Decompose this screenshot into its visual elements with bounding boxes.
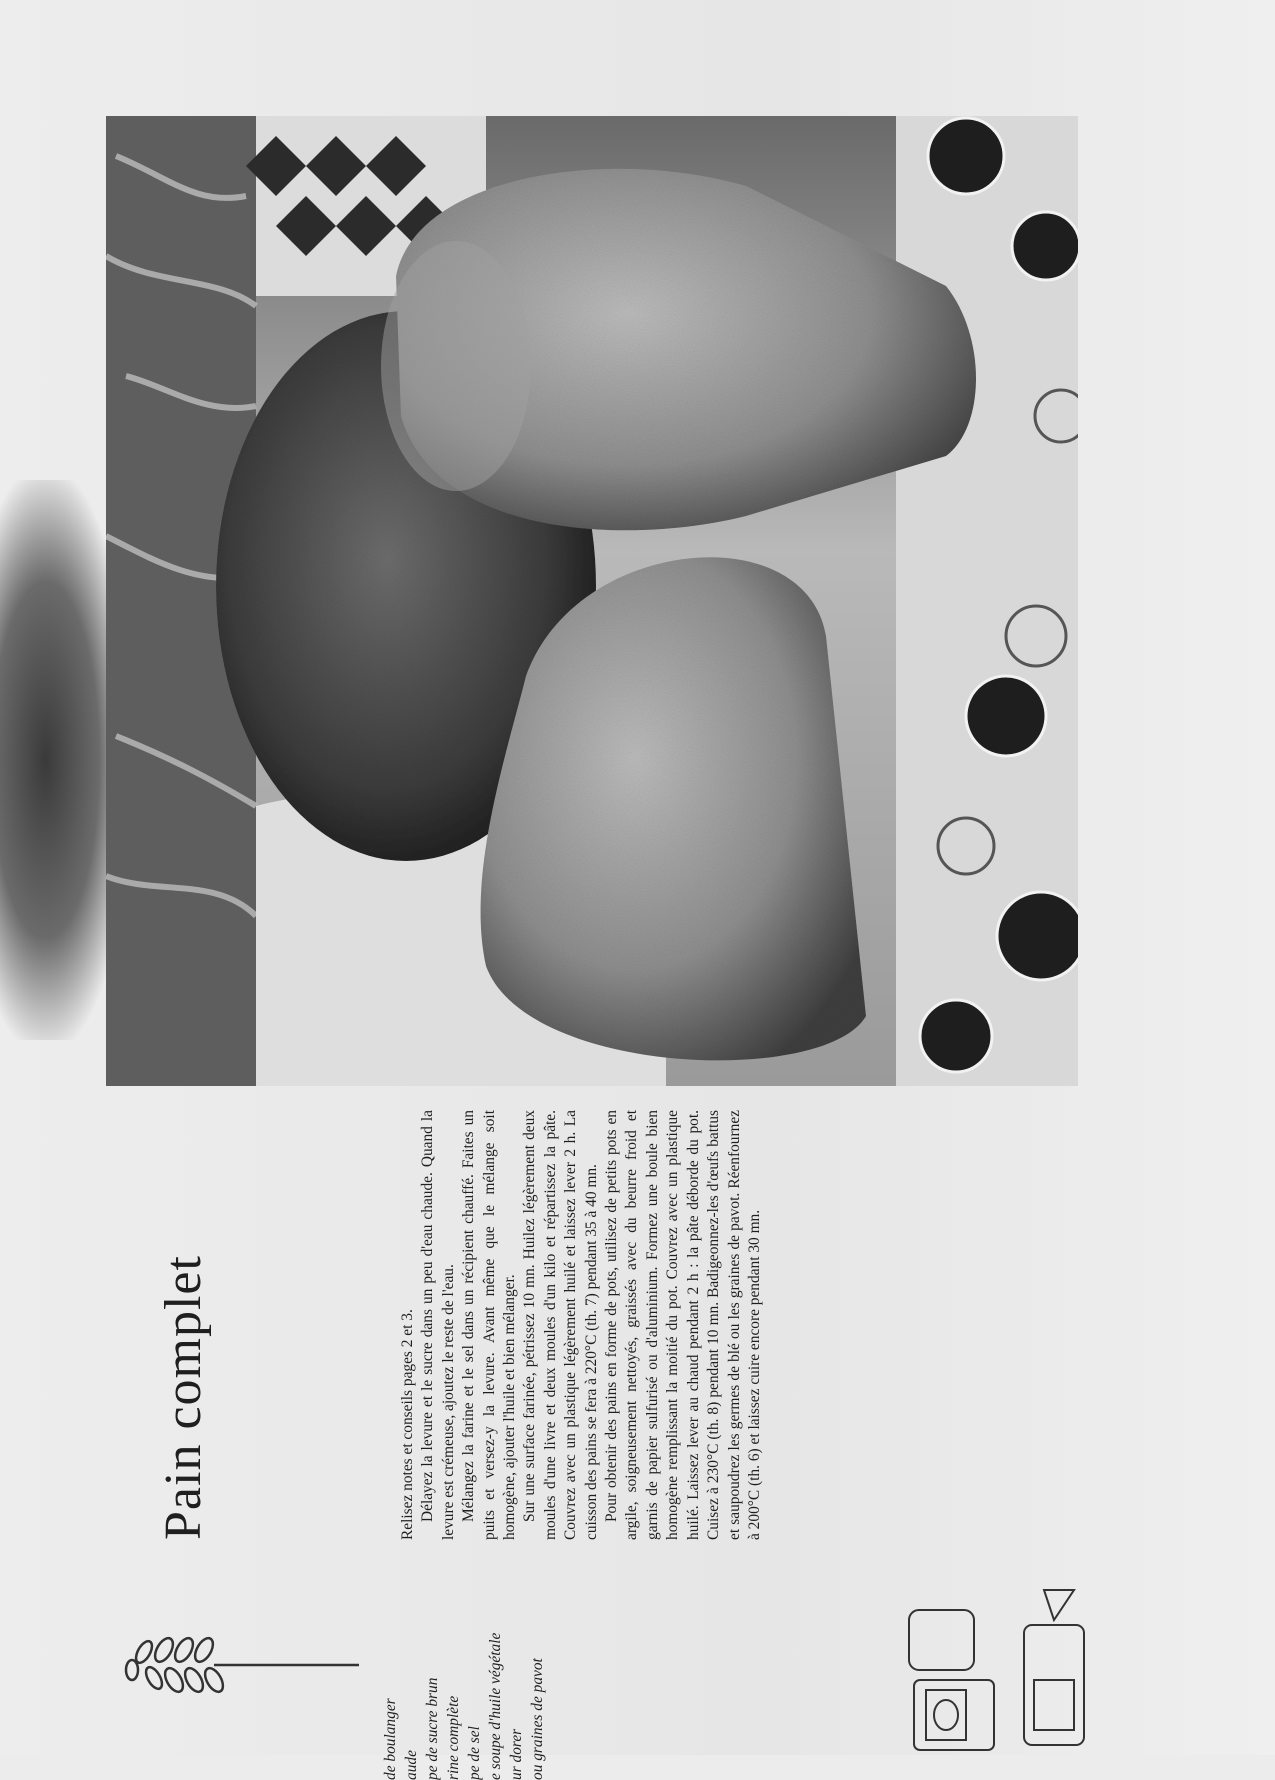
ingredient-item: e soupe d'huile végétale (487, 1632, 504, 1780)
instruction-paragraph: Sur une surface farinée, pétrissez 10 mn. Huilez légèrement deux moules d'une livre et deux moules d'un kilo et répartissez la pâte. Couvrez avec un plastique légèrement huilé et laissez lever 2 h. La cuisson des pains se fera à 220°C (th. 7) pendant 35 à 40 mn. (521, 1110, 600, 1540)
instruction-paragraph: Délayez la levure et le sucre dans un peu d'eau chaude. Quand la levure est crémeuse, ajoutez le reste de l'eau. (419, 1110, 457, 1540)
recipe-instructions (398, 1110, 765, 1540)
wheat-ear-icon (94, 1590, 364, 1740)
instruction-paragraph: Mélangez la farine et le sel dans un récipient chauffé. Faites un puits et versez-y la levure. Avant même que le mélange soit homogène, ajouter l'huile et bien mélanger. (460, 1110, 519, 1540)
instruction-paragraph: Pour obtenir des pains en forme de pots, utilisez de petits pots en argile, soigneusement nettoyés, graissés avec du beurre froid et garnis de papier sulfurisé ou d'aluminium. Formez une boule bien homogène remplissant la moitié du pot. Couvrez avec un plastique huilé. Laissez lever au chaud pendant 2 h : la pâte déborde du pot. Cuisez à 230°C (th. 8) pendant 10 mn. Badigeonnez-les d'œufs battus et saupoudrez les germes de blé ou les graines de pavot. Réenfournez à 200°C (th. 6) et laissez cuire encore pendant 30 mn. (603, 1110, 763, 1540)
instruction-paragraph: Relisez notes et conseils pages 2 et 3. (399, 1309, 416, 1540)
recipe-page (134, 1060, 1074, 1780)
ingredient-item: aude (403, 1750, 420, 1780)
ingredient-item: rine complète (445, 1695, 462, 1780)
jars-illustration-icon (894, 1570, 1144, 1770)
ingredient-item: pe de sucre brun (424, 1677, 441, 1780)
ingredient-item: pe de sel (466, 1726, 483, 1780)
ingredient-item: de boulanger (382, 1698, 399, 1780)
bread-photo-illustration (106, 116, 1078, 1086)
ingredient-item: ur dorer (508, 1728, 525, 1780)
ingredient-item: ou graines de pavot (529, 1658, 546, 1780)
bread-photo (106, 116, 1078, 1086)
recipe-title: Pain complet (155, 1255, 212, 1540)
